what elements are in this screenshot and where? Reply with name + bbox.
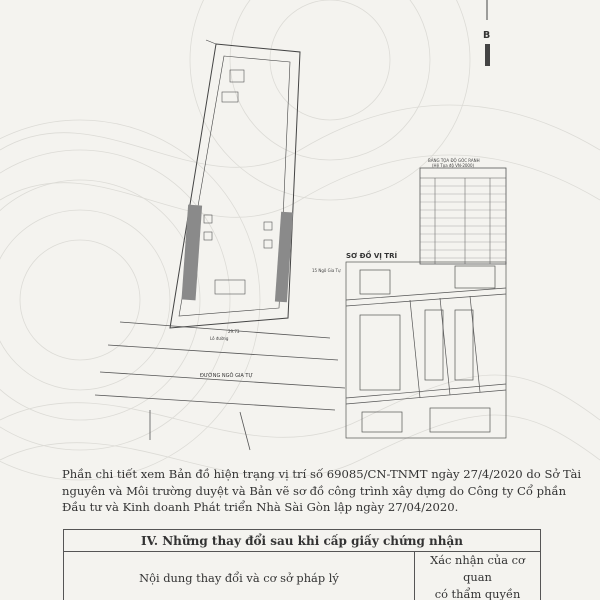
note-line: Đầu tư và Kinh doanh Phát triển Nhà Sài Gòn lập ngày 27/04/2020.: [62, 500, 459, 515]
confirm-line-1: Xác nhận của cơ quan: [430, 553, 525, 584]
section-title: IV. Những thay đổi sau khi cấp giấy chứng nhận: [64, 530, 541, 552]
road-label-1: Lô đường: [210, 336, 229, 341]
road-lines: [95, 322, 345, 450]
dimension-bottom: 29.73: [228, 329, 240, 334]
confirm-line-2: có thẩm quyền: [434, 587, 521, 600]
column-header-content: Nội dung thay đổi và cơ sở pháp lý: [64, 552, 415, 600]
road-label-2: ĐƯỜNG NGÔ GIA TỰ: [200, 373, 253, 379]
reference-note: [62, 466, 582, 516]
location-map-title: SƠ ĐỒ VỊ TRÍ: [346, 252, 398, 260]
hatched-wall-strips: [182, 70, 294, 302]
column-header-confirmation: [415, 552, 541, 600]
top-label: B: [483, 30, 491, 41]
note-line: nguyên và Môi trường duyệt và Bản vẽ sơ đồ công trình xây dựng do Công ty Cổ phần: [62, 483, 567, 498]
note-line: Phần chi tiết xem Bản đồ hiện trạng vị trí số 69085/CN-TNMT ngày 27/4/2020 do Sở Tài: [62, 467, 582, 481]
coordinate-table: [420, 168, 506, 264]
lot-label: 15 Ngô Gia Tự: [312, 268, 341, 273]
location-map: [346, 262, 506, 438]
coord-table-title: BẢNG TỌA ĐỘ GÓC RANH: [428, 158, 480, 163]
changes-table: [63, 529, 541, 600]
coord-table-subtitle: (Hệ Tọa độ VN-2000): [432, 163, 475, 168]
